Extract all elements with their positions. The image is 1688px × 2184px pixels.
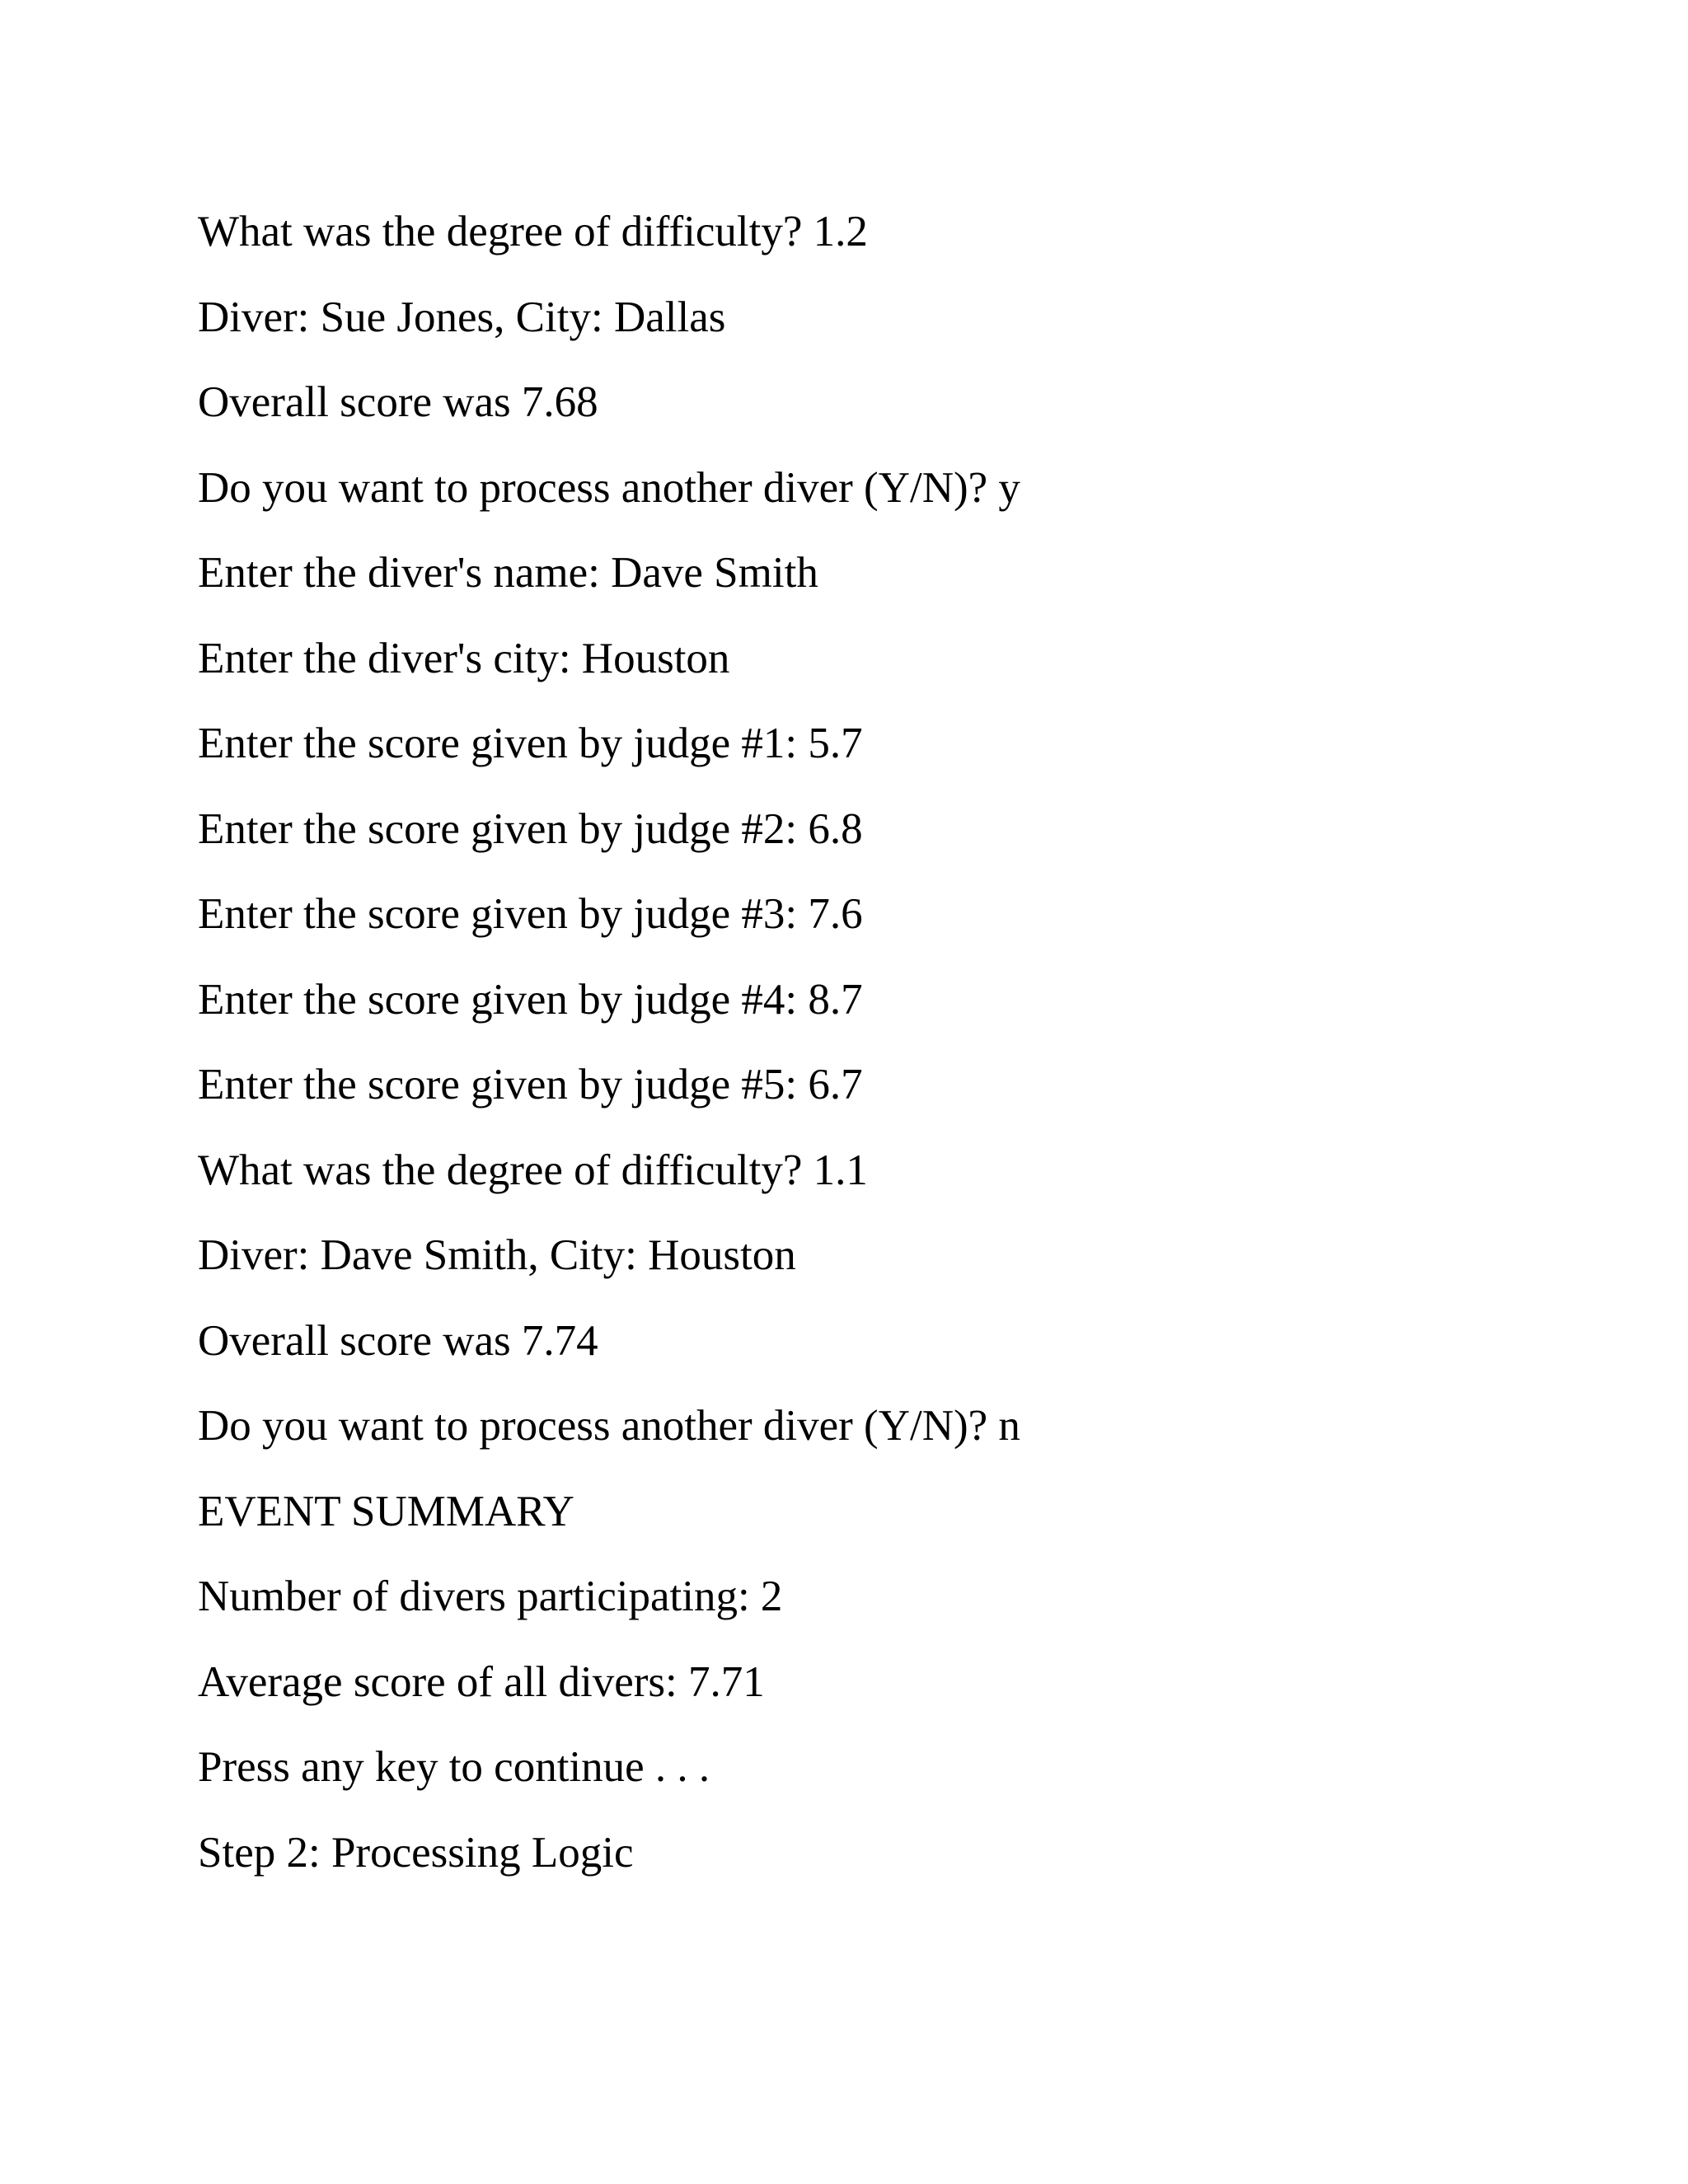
prompt-judge-3-score: Enter the score given by judge #3: 7.6 bbox=[198, 890, 863, 938]
prompt-process-another-1: Do you want to process another diver (Y/N)? y bbox=[198, 463, 1020, 512]
prompt-degree-of-difficulty-1: What was the degree of difficulty? 1.2 bbox=[198, 208, 868, 255]
overall-score-2: Overall score was 7.74 bbox=[198, 1316, 598, 1365]
diver-info-sue-jones: Diver: Sue Jones, City: Dallas bbox=[198, 293, 726, 341]
prompt-judge-2-score: Enter the score given by judge #2: 6.8 bbox=[198, 804, 863, 853]
prompt-diver-name: Enter the diver's name: Dave Smith bbox=[198, 549, 818, 597]
press-any-key: Press any key to continue . . . bbox=[198, 1743, 710, 1791]
diver-info-dave-smith: Diver: Dave Smith, City: Houston bbox=[198, 1231, 796, 1279]
prompt-judge-1-score: Enter the score given by judge #1: 5.7 bbox=[198, 719, 863, 767]
prompt-judge-5-score: Enter the score given by judge #5: 6.7 bbox=[198, 1061, 863, 1108]
average-score: Average score of all divers: 7.71 bbox=[198, 1657, 765, 1706]
overall-score-1: Overall score was 7.68 bbox=[198, 378, 598, 426]
prompt-process-another-2: Do you want to process another diver (Y/N)? n bbox=[198, 1402, 1020, 1450]
prompt-judge-4-score: Enter the score given by judge #4: 8.7 bbox=[198, 975, 863, 1024]
prompt-degree-of-difficulty-2: What was the degree of difficulty? 1.1 bbox=[198, 1146, 868, 1194]
prompt-diver-city: Enter the diver's city: Houston bbox=[198, 634, 730, 682]
console-output-transcript bbox=[198, 190, 1020, 1896]
number-of-divers: Number of divers participating: 2 bbox=[198, 1572, 783, 1620]
step-2-heading: Step 2: Processing Logic bbox=[198, 1828, 634, 1877]
event-summary-heading: EVENT SUMMARY bbox=[198, 1487, 574, 1535]
